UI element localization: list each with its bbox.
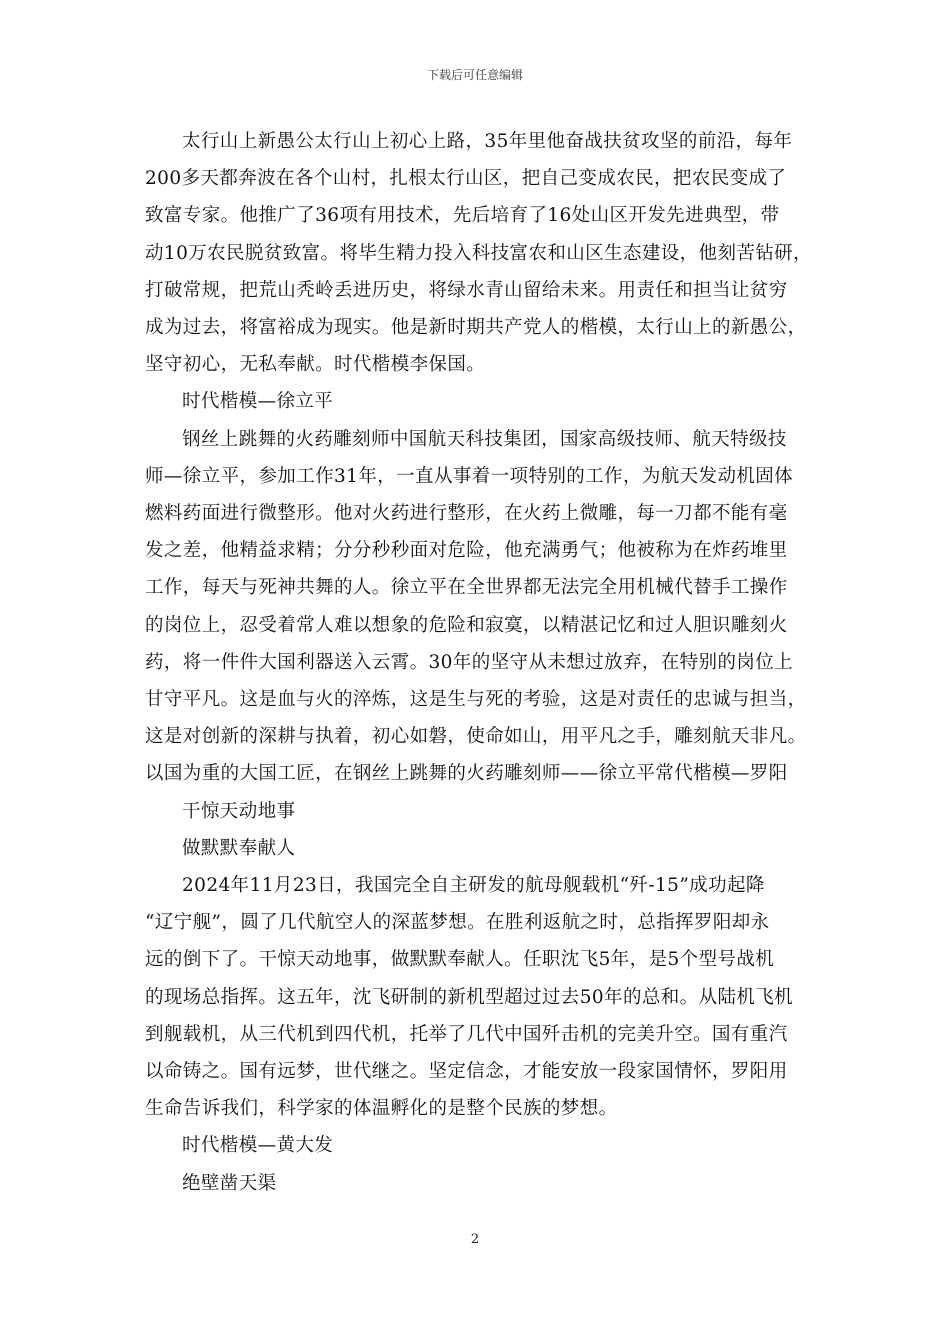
text-line: “辽宁舰”，圆了几代航空人的深蓝梦想。在胜利返航之时，总指挥罗阳却永 <box>145 912 770 934</box>
paragraph-xu-liping <box>145 421 810 793</box>
text-line: 动10万农民脱贫致富。将毕生精力投入科技富农和山区生态建设，他刻苦钻研， <box>145 242 812 264</box>
subheading-luo-yang-2: 做默默奉献人 <box>182 837 296 859</box>
text-line: 甘守平凡。这是血与火的淬炼，这是生与死的考验，这是对责任的忠诚与担当， <box>145 689 807 711</box>
document-body <box>145 123 810 1202</box>
text-line: 致富专家。他推广了36项有用技术，先后培育了16处山区开发先进典型，带 <box>145 205 780 227</box>
text-line: 药，将一件件大国利器送入云霄。30年的坚守从未想过放弃，在特别的岗位上 <box>145 651 794 673</box>
text-line: 生命告诉我们，科学家的体温孵化的是整个民族的梦想。 <box>145 1098 618 1120</box>
section-heading-huang-dafa: 时代楷模—黄大发 <box>182 1135 334 1157</box>
text-line: 200多天都奔波在各个山村，扎根太行山区，把自己变成农民，把农民变成了 <box>145 168 787 190</box>
text-line: 工作，每天与死神共舞的人。徐立平在全世界都无法完全用机械代替手工操作 <box>145 577 788 599</box>
text-line: 成为过去，将富裕成为现实。他是新时期共产党人的楷模，太行山上的新愚公， <box>145 317 807 339</box>
page-number: 2 <box>470 1232 480 1247</box>
paragraph-li-baoguo <box>145 123 810 383</box>
text-line: 打破常规，把荒山秃岭丢进历史，将绿水青山留给未来。用责任和担当让贫穷 <box>145 279 788 301</box>
subheading-huang-dafa: 绝壁凿天渠 <box>182 1172 277 1194</box>
text-line: 钢丝上跳舞的火药雕刻师中国航天科技集团，国家高级技师、航天特级技 <box>182 428 787 450</box>
text-line: 到舰载机，从三代机到四代机，托举了几代中国歼击机的完美升空。国有重汽 <box>145 1023 788 1045</box>
text-line: 远的倒下了。干惊天动地事，做默默奉献人。任职沈飞5年，是5个型号战机 <box>145 949 775 971</box>
paragraph-luo-yang <box>145 867 810 1127</box>
text-line: 的现场总指挥。这五年，沈飞研制的新机型超过过去50年的总和。从陆机飞机 <box>145 986 794 1008</box>
text-line: 以命铸之。国有远梦，世代继之。坚定信念，才能安放一段家国情怀，罗阳用 <box>145 1061 788 1083</box>
text-line: 师—徐立平，参加工作31年，一直从事着一项特别的工作，为航天发动机固体 <box>145 465 794 487</box>
text-line: 坚守初心，无私奉献。时代楷模李保国。 <box>145 354 486 376</box>
section-heading-xu-liping: 时代楷模—徐立平 <box>182 391 334 413</box>
text-line: 燃料药面进行微整形。他对火药进行整形，在火药上微雕，每一刀都不能有毫 <box>145 503 788 525</box>
text-line: 发之差，他精益求精；分分秒秒面对危险，他充满勇气；他被称为在炸药堆里 <box>145 540 788 562</box>
text-line: 以国为重的大国工匠，在钢丝上跳舞的火药雕刻师——徐立平常代楷模—罗阳 <box>145 763 788 785</box>
text-line: 2024年11月23日，我国完全自主研发的航母舰载机“歼-15”成功起降 <box>182 875 765 897</box>
page-header: 下载后可任意编辑 <box>426 68 523 82</box>
text-line: 的岗位上，忍受着常人难以想象的危险和寂寞，以精湛记忆和过人胆识雕刻火 <box>145 614 788 636</box>
text-line: 这是对创新的深耕与执着，初心如磐，使命如山，用平凡之手，雕刻航天非凡。 <box>145 726 807 748</box>
text-line: 太行山上新愚公太行山上初心上路，35年里他奋战扶贫攻坚的前沿，每年 <box>182 131 793 152</box>
subheading-luo-yang-1: 干惊天动地事 <box>182 800 296 822</box>
